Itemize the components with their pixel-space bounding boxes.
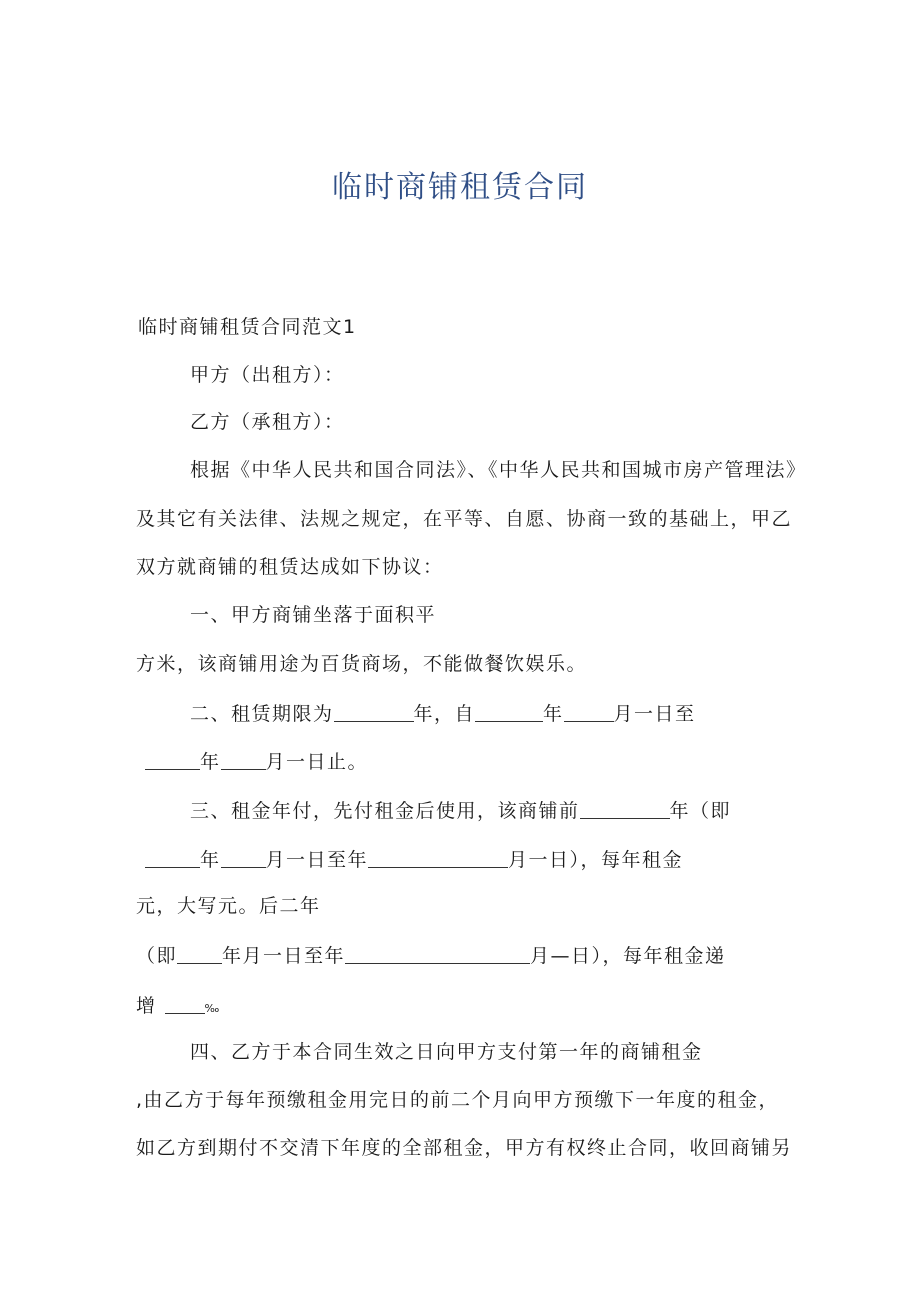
clause-4-line-3: 如乙方到期付不交清下年度的全部租金，甲方有权终止合同，收回商铺另: [136, 1137, 793, 1159]
clause-2-line-2: [145, 751, 368, 772]
document-title: 临时商铺租赁合同: [332, 170, 588, 205]
clause-2-text-c: 年: [543, 703, 564, 725]
clause-3-text-e: 月一日），每年租金: [508, 849, 684, 871]
party-b-line: 乙方（承租方）：: [190, 411, 345, 433]
clause-3-text-c: 年: [200, 849, 221, 871]
clause-3-text-g: （即: [136, 945, 178, 967]
clause-1-line-1: 一、甲方商铺坐落于面积平: [190, 604, 437, 626]
clause-3-line-1: [190, 800, 731, 821]
period-end-blank[interactable]: [368, 849, 508, 868]
lease-years-blank[interactable]: [334, 703, 414, 722]
clause-3-line-5: [136, 997, 219, 1016]
permille-symbol: ‰: [204, 1002, 220, 1015]
clause-3-text-i: 月—日），每年租金递: [530, 945, 726, 967]
intro-line-1: 根据《中华人民共和国合同法》、《中华人民共和国城市房产管理法》: [190, 459, 807, 481]
clause-3-text-a: 三、租金年付，先付租金后使用，该商铺前: [190, 800, 580, 822]
clause-2-text-a: 二、租赁期限为: [190, 703, 334, 725]
clause-2-text-e: 年: [200, 751, 221, 773]
clause-2-text-d: 月一日至: [613, 703, 696, 725]
later-start-year-blank[interactable]: [177, 945, 222, 964]
clause-3-line-4: [136, 945, 726, 966]
clause-2-text-b: 年，自: [413, 703, 476, 725]
end-year-blank[interactable]: [145, 751, 200, 770]
clause-3-line-3: 元，大写元。后二年: [136, 895, 321, 917]
intro-line-3: 双方就商铺的租赁达成如下协议：: [136, 556, 444, 578]
clause-1-line-2: 方米，该商铺用途为百货商场，不能做餐饮娱乐。: [136, 653, 588, 675]
later-end-blank[interactable]: [345, 945, 530, 964]
clause-3-text-h: 年月一日至年: [222, 945, 346, 967]
clause-3-text-d: 月一日至年: [265, 849, 369, 871]
intro-line-2: 及其它有关法律、法规之规定，在平等、自愿、协商一致的基础上，甲乙: [136, 508, 793, 530]
start-year-blank[interactable]: [475, 703, 543, 722]
clause-3-text-b: 年（即: [669, 800, 732, 822]
first-years-blank[interactable]: [580, 800, 670, 819]
clause-3-line-2: [145, 849, 683, 870]
clause-2-line-1: [190, 703, 696, 724]
clause-4-line-1: 四、乙方于本合同生效之日向甲方支付第一年的商铺租金: [190, 1041, 703, 1063]
period-start-month-blank[interactable]: [221, 849, 266, 868]
period-start-year-blank[interactable]: [145, 849, 200, 868]
clause-3-text-j: 增: [136, 995, 157, 1017]
increase-rate-blank[interactable]: [165, 1001, 205, 1014]
start-month-blank[interactable]: [564, 703, 614, 722]
party-a-line: 甲方（出租方）：: [190, 364, 345, 386]
clause-4-line-2: ,由乙方于每年预缴租金用完日的前二个月向甲方预缴下一年度的租金，: [136, 1089, 780, 1111]
clause-2-text-f: 月一日止。: [265, 751, 369, 773]
end-month-blank[interactable]: [221, 751, 266, 770]
document-subtitle: 临时商铺租赁合同范文1: [138, 316, 357, 338]
